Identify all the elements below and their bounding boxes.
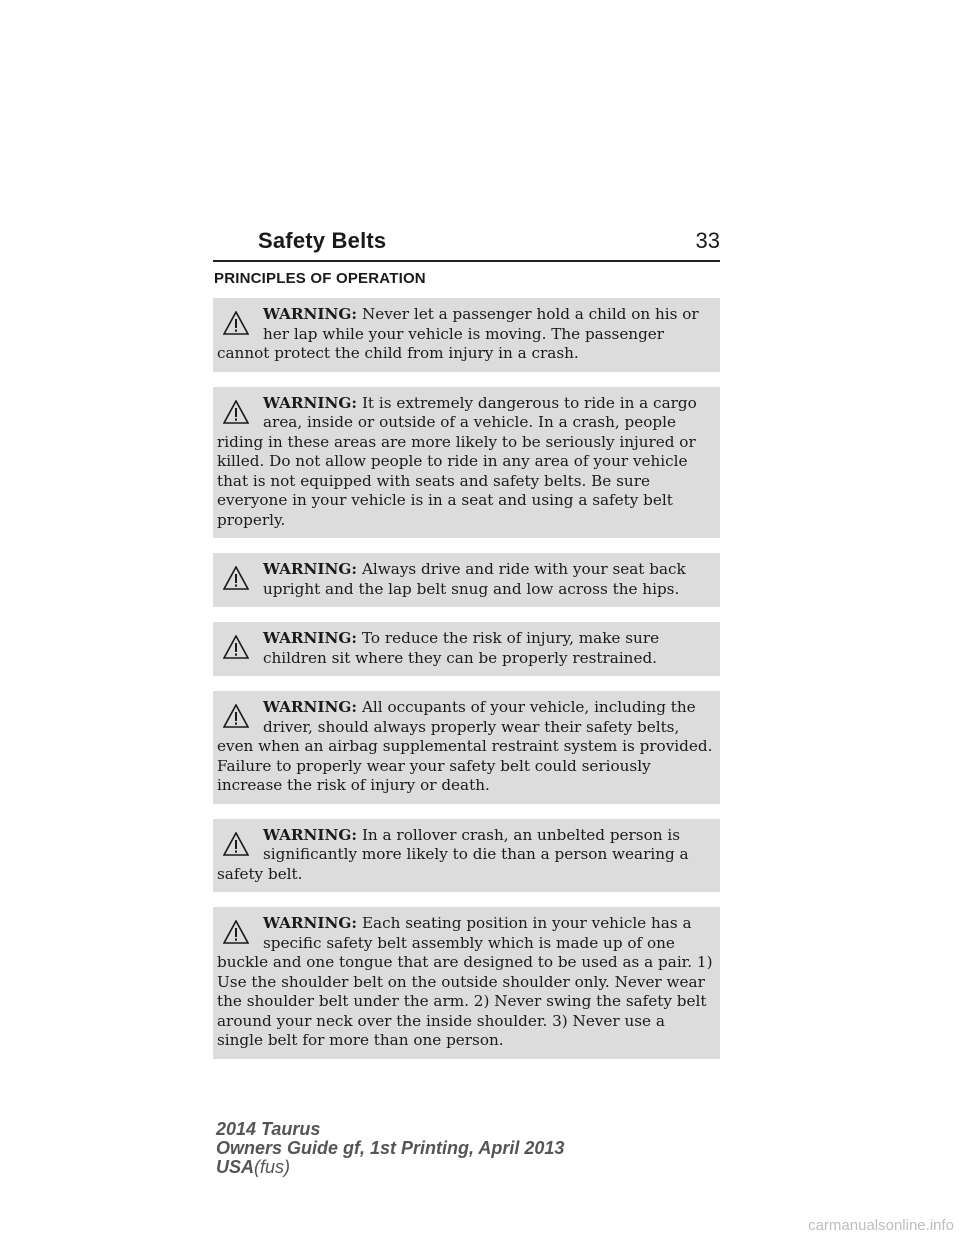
watermark-link[interactable]: carmanualsonline.info [808, 1217, 954, 1234]
warning-box [213, 298, 720, 372]
warning-text: In a rollover crash, an unbelted person is significantly more likely to die than a person wearing a safety belt. [217, 825, 689, 883]
warning-triangle-icon [217, 698, 263, 736]
warning-text: Each seating position in your vehicle has a specific safety belt assembly which is made up of one buckle and one tongue that are designed to be used as a pair. 1) Use the shoulder belt on the outside shoulder only. Never wear the shoulder belt under the arm. 2) Never swing the safety belt around your neck over the inside shoulder. 3) Never use a single belt for more than one person. [217, 914, 713, 1049]
section-heading: PRINCIPLES OF OPERATION [214, 270, 426, 287]
page-header [213, 228, 720, 262]
warning-triangle-icon [217, 629, 263, 667]
warning-text: It is extremely dangerous to ride in a cargo area, inside or outside of a vehicle. In a crash, people riding in these areas are more likely to be seriously injured or killed. Do not allow people to ride in any area of your vehicle that is not equipped with seats and safety belts. Be sure everyone in your vehicle is in a seat and using a safety belt properly. [217, 393, 697, 529]
footer-printing: Owners Guide gf, 1st Printing, April 2013 [216, 1138, 565, 1158]
warning-label: WARNING: [263, 560, 357, 578]
footer-model: 2014 Taurus [216, 1119, 321, 1139]
warning-label: WARNING: [263, 629, 357, 647]
warning-triangle-icon [217, 305, 263, 343]
warning-box [213, 387, 720, 539]
warning-box [213, 622, 720, 676]
warning-box [213, 553, 720, 607]
warning-triangle-icon [217, 914, 263, 952]
document-footer [216, 1120, 564, 1177]
page-number: 33 [695, 228, 720, 253]
warning-text: To reduce the risk of injury, make sure children sit where they can be properly restrained. [263, 629, 660, 667]
warning-box [213, 907, 720, 1059]
warning-box [213, 819, 720, 893]
warning-triangle-icon [217, 394, 263, 432]
warning-triangle-icon [217, 560, 263, 598]
warnings-list [213, 298, 720, 1074]
warning-text: All occupants of your vehicle, including the driver, should always properly wear their safety belts, even when an airbag supplemental restraint system is provided. Failure to properly wear your safety belt could seriously increase the risk of injury or death. [217, 698, 713, 794]
warning-box [213, 691, 720, 804]
page-title: Safety Belts [258, 228, 387, 253]
warning-label: WARNING: [263, 698, 357, 716]
warning-label: WARNING: [263, 393, 357, 412]
warning-triangle-icon [217, 826, 263, 864]
warning-text: Always drive and ride with your seat back upright and the lap belt snug and low across the hips. [263, 560, 686, 598]
footer-region-code: (fus) [254, 1157, 291, 1177]
warning-label: WARNING: [263, 305, 357, 323]
footer-region-main: USA [216, 1157, 255, 1177]
warning-label: WARNING: [263, 825, 357, 844]
warning-label: WARNING: [263, 914, 357, 932]
warning-text: Never let a passenger hold a child on his or her lap while your vehicle is moving. The passenger cannot protect the child from injury in a crash. [217, 305, 699, 362]
footer-region [216, 1158, 564, 1177]
